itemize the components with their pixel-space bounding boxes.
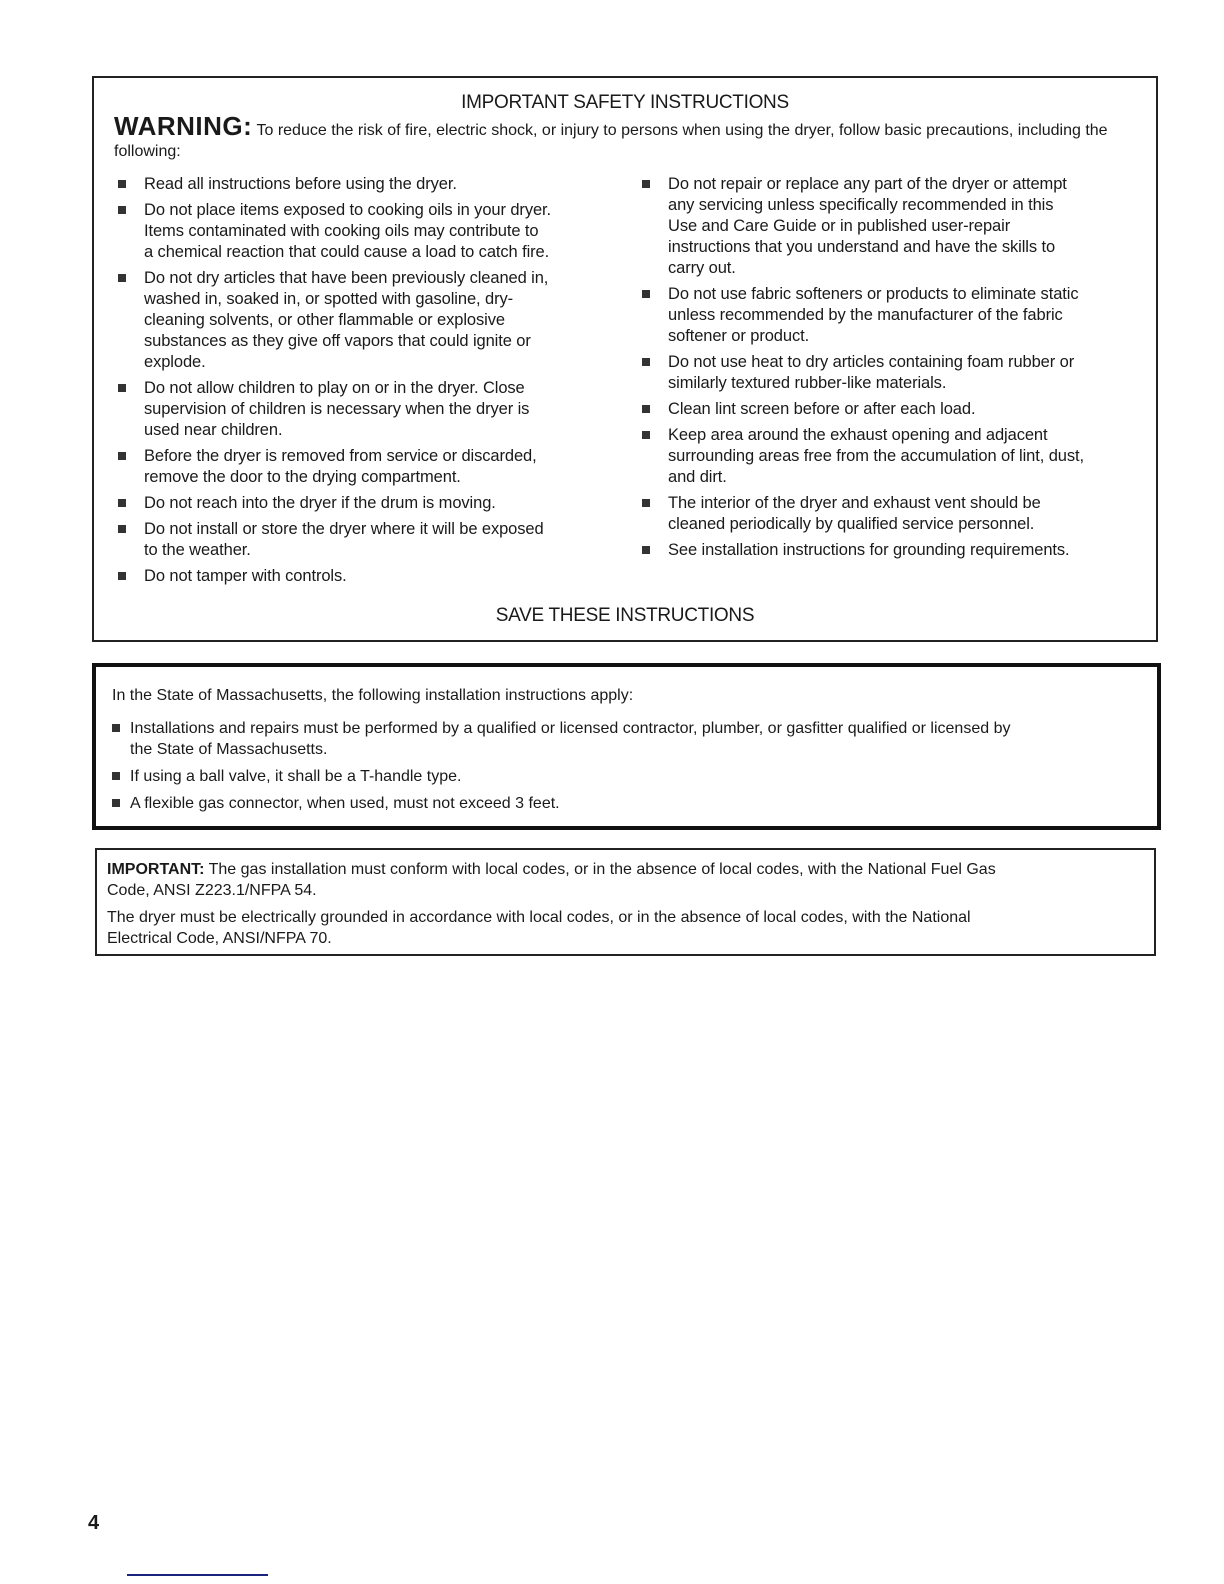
safety-title: IMPORTANT SAFETY INSTRUCTIONS: [461, 92, 789, 113]
list-item: [118, 268, 628, 373]
list-item: [118, 200, 628, 263]
bullet-icon: [118, 180, 126, 188]
list-item: [112, 718, 1132, 760]
list-item-text: Clean lint screen before or after each load.: [668, 400, 976, 418]
bullet-icon: [118, 384, 126, 392]
bullet-icon: [642, 358, 650, 366]
page-number: 4: [88, 1512, 100, 1534]
list-item: [642, 425, 1142, 488]
safety-instructions-box: [92, 76, 1158, 642]
list-item-text: Read all instructions before using the dryer.: [144, 175, 457, 193]
list-item: [642, 493, 1142, 535]
list-item-text: Do not install or store the dryer where it will be exposed to the weather.: [144, 520, 544, 559]
safety-left-column: [118, 174, 628, 592]
list-item: [118, 378, 628, 441]
list-item-text: Do not use fabric softeners or products to eliminate static unless recommended by the manufacturer of the fabric softener or product.: [668, 285, 1079, 345]
bullet-icon: [642, 546, 650, 554]
list-item-text: See installation instructions for grounding requirements.: [668, 541, 1070, 559]
bullet-icon: [112, 799, 120, 807]
important-paragraph-electric: The dryer must be electrically grounded in accordance with local codes, or in the absence of local codes, with the National Electrical Code, ANSI/NFPA 70.: [107, 909, 971, 947]
bullet-icon: [642, 499, 650, 507]
list-item-text: If using a ball valve, it shall be a T-handle type.: [130, 768, 462, 785]
list-item: [642, 284, 1142, 347]
bullet-icon: [118, 499, 126, 507]
divider-line: [127, 1574, 268, 1576]
warning-label: WARNING:: [114, 111, 253, 141]
bullet-icon: [118, 572, 126, 580]
bullet-icon: [642, 290, 650, 298]
bullet-icon: [118, 206, 126, 214]
list-item-text: Do not place items exposed to cooking oils in your dryer. Items contaminated with cooking oils may contribute to a chemical reaction that could cause a load to catch fire.: [144, 201, 552, 261]
list-item: [642, 399, 1142, 420]
list-item: [112, 766, 1132, 787]
bullet-icon: [642, 431, 650, 439]
list-item: [642, 174, 1142, 279]
list-item-text: The interior of the dryer and exhaust vent should be cleaned periodically by qualified service personnel.: [668, 494, 1041, 533]
list-item: [642, 540, 1142, 561]
bullet-icon: [118, 274, 126, 282]
list-item: [118, 174, 628, 195]
list-item-text: Do not dry articles that have been previously cleaned in, washed in, soaked in, or spotted with gasoline, dry- cleaning solvents, or other flammable or explosive substances as they give off vapors that could ignite or explode.: [144, 269, 549, 371]
bullet-icon: [112, 724, 120, 732]
list-item: [118, 493, 628, 514]
warning-paragraph: [114, 111, 1144, 162]
list-item-text: Do not allow children to play on or in the dryer. Close supervision of children is necessary when the dryer is used near children.: [144, 379, 530, 439]
important-box: [95, 848, 1156, 956]
bullet-icon: [112, 772, 120, 780]
bullet-icon: [642, 180, 650, 188]
list-item-text: Installations and repairs must be performed by a qualified or licensed contractor, plumber, or gasfitter qualified or licensed by the State of Massachusetts.: [130, 720, 1011, 758]
list-item: [118, 519, 628, 561]
list-item-text: Keep area around the exhaust opening and adjacent surrounding areas free from the accumulation of lint, dust, and dirt.: [668, 426, 1084, 486]
list-item: [112, 793, 1132, 814]
massachusetts-intro: In the State of Massachusetts, the following installation instructions apply:: [112, 687, 634, 704]
massachusetts-box: [92, 663, 1161, 830]
list-item-text: Do not reach into the dryer if the drum is moving.: [144, 494, 496, 512]
list-item: [118, 446, 628, 488]
warning-text: To reduce the risk of fire, electric shock, or injury to persons when using the dryer, follow basic precautions, including the following:: [114, 122, 1108, 160]
bullet-icon: [642, 405, 650, 413]
list-item-text: Before the dryer is removed from service or discarded, remove the door to the drying compartment.: [144, 447, 537, 486]
list-item-text: Do not repair or replace any part of the dryer or attempt any servicing unless specifically recommended in this Use and Care Guide or in published user-repair instructions that you understand and have the skills to carry out.: [668, 175, 1067, 277]
bullet-icon: [118, 452, 126, 460]
bullet-icon: [118, 525, 126, 533]
list-item: [118, 566, 628, 587]
important-paragraph-gas: [107, 859, 1147, 901]
list-item-text: Do not use heat to dry articles containing foam rubber or similarly textured rubber-like materials.: [668, 353, 1075, 392]
save-instructions: SAVE THESE INSTRUCTIONS: [495, 605, 755, 626]
important-gas-text: The gas installation must conform with local codes, or in the absence of local codes, with the National Fuel Gas Code, ANSI Z223.1/NFPA 54.: [107, 861, 996, 899]
safety-right-column: [642, 174, 1142, 566]
list-item-text: A flexible gas connector, when used, must not exceed 3 feet.: [130, 795, 560, 812]
list-item-text: Do not tamper with controls.: [144, 567, 347, 585]
list-item: [642, 352, 1142, 394]
important-label: IMPORTANT:: [107, 861, 205, 878]
